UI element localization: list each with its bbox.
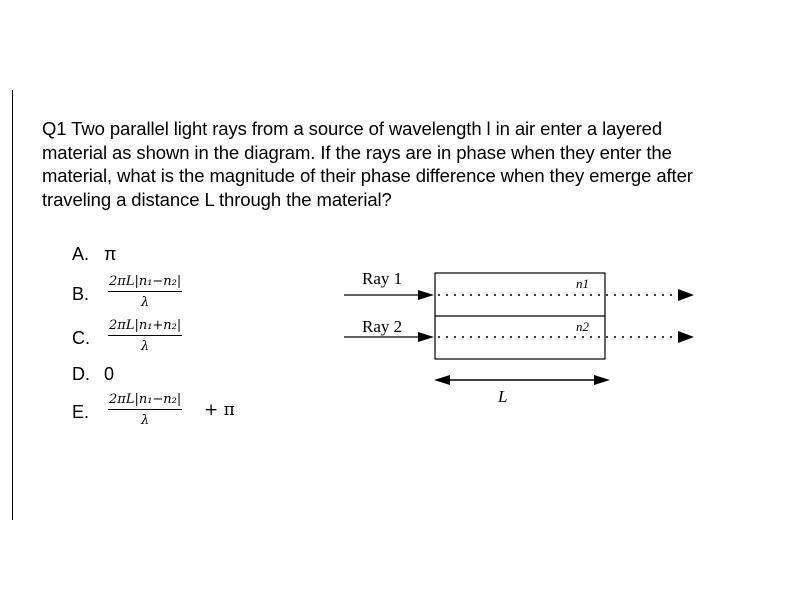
length-arrow-right [594,375,610,385]
choice-value: π [104,244,117,264]
fraction-denominator: λ [141,295,150,310]
choice-letter: E. [72,402,90,422]
ray2-out-arrowhead [678,331,694,343]
layered-material-diagram [330,260,710,410]
ray2-arrowhead [418,332,434,342]
length-label: L [498,387,508,406]
choice-value: 0 [104,364,115,384]
choice-e-suffix: + π [204,400,235,420]
n2-label: n2 [576,319,589,334]
left-margin-rule [12,90,13,520]
length-arrow-left [434,375,450,385]
fraction-numerator: 2πL|n₁−n₂| [108,274,182,292]
ray1-arrowhead [418,290,434,300]
choice-letter: A. [72,244,90,264]
choice-letter: C. [72,328,90,348]
fraction-denominator: λ [141,413,150,428]
question-text: Q1 Two parallel light rays from a source of wavelength l in air enter a layered material as shown in the diagram. If the rays are in phase when they enter the material, what is the magnitude of their phase difference when they emerge after traveling a distance L through the material? [42,118,693,210]
ray2-label: Ray 2 [362,317,403,336]
choice-letter: D. [72,364,90,384]
choice-letter: B. [72,284,90,304]
ray1-out-arrowhead [678,289,694,301]
fraction-denominator: λ [141,339,150,354]
choice-b-fraction [108,274,182,310]
fraction-numerator: 2πL|n₁+n₂| [108,318,182,336]
fraction-numerator: 2πL|n₁−n₂| [108,392,182,410]
choice-c-fraction [108,318,182,354]
n1-label: n1 [576,276,589,291]
choice-e-fraction [108,392,182,428]
ray1-label: Ray 1 [362,269,403,288]
